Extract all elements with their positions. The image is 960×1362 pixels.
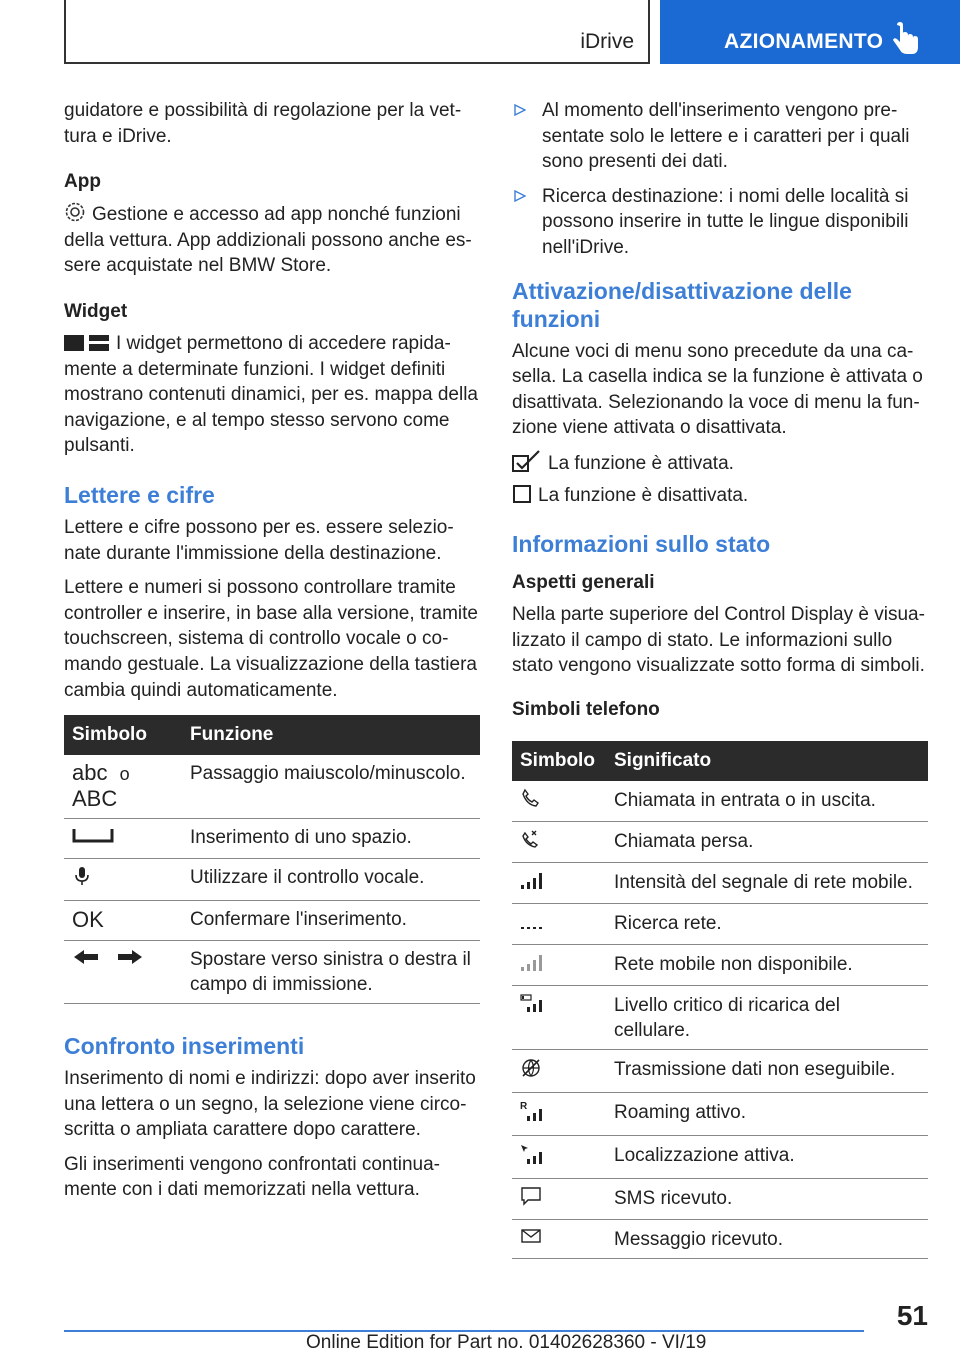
function-cell: Passaggio maiuscolo/minuscolo.	[182, 755, 480, 819]
widget-title: Widget	[64, 300, 128, 322]
table-row	[512, 985, 928, 1049]
symbol-cell	[64, 941, 182, 1004]
symbol-cell	[64, 819, 182, 859]
column-header: Simbolo	[64, 715, 182, 755]
table-row	[512, 1092, 928, 1135]
meaning-cell: SMS ricevuto.	[606, 1178, 928, 1219]
compare-paragraph-2: Gli inserimenti vengono confrontati continuamente con i dati memorizzati nella vettura.	[64, 1153, 440, 1201]
meaning-cell: Intensità del segnale di rete mobile.	[606, 862, 928, 903]
bullet-text: Ricerca destinazione: i nomi delle località si possono inserire in tutte le lingue disponibili nell'iDrive.	[542, 185, 909, 258]
app-title: App	[64, 171, 101, 193]
symbol-cell	[64, 755, 182, 819]
letters-paragraph-1: Lettere e cifre possono per es. essere selezionate durante l'immissione della destinazione.	[64, 516, 454, 564]
space-bar-icon	[72, 825, 114, 845]
letters-symbol-table	[64, 715, 480, 1004]
activation-heading: Attivazione/disattivazione delle funzioni	[512, 277, 852, 332]
symbol-cell	[512, 1092, 606, 1135]
table-header	[64, 715, 480, 755]
data-disabled-icon	[520, 1057, 542, 1079]
letters-paragraph-2: Lettere e numeri si possono controllare tramite controller e inserire, in base alla versione, tramite touchscreen, sistema di controllo vocale o comando gestuale. La visualizzazione della tastiera cambia quindi automaticamente.	[64, 577, 478, 701]
left-column	[64, 98, 480, 1212]
arrows-left-right-icon	[72, 947, 144, 967]
app-gear-icon	[64, 201, 86, 223]
widget-paragraph	[64, 331, 480, 459]
table-header	[512, 741, 928, 781]
table-row	[512, 862, 928, 903]
unchecked-line	[512, 483, 928, 508]
table-row	[512, 1049, 928, 1092]
table-row	[512, 1135, 928, 1178]
svg-text:R: R	[520, 1100, 528, 1112]
unchecked-text: La funzione è disattivata.	[538, 484, 749, 506]
status-heading: Informazioni sullo stato	[512, 530, 771, 557]
meaning-cell: Trasmissione dati non eseguibile.	[606, 1049, 928, 1092]
symbol-cell	[512, 1178, 606, 1219]
meaning-cell: Ricerca rete.	[606, 903, 928, 944]
symbol-cell	[512, 862, 606, 903]
column-header: Simbolo	[512, 741, 606, 781]
network-search-icon	[520, 911, 546, 931]
table-row	[64, 941, 480, 1004]
bullet-list	[512, 98, 928, 261]
roaming-icon	[520, 1100, 546, 1122]
function-cell: Confermare l'inserimento.	[182, 901, 480, 941]
no-network-icon	[520, 952, 546, 972]
symbol-cell	[512, 903, 606, 944]
symbol-uppercase: ABC	[72, 786, 118, 812]
symbol-cell	[512, 944, 606, 985]
meaning-cell: Messaggio ricevuto.	[606, 1219, 928, 1259]
meaning-cell: Chiamata persa.	[606, 821, 928, 862]
microphone-icon	[72, 865, 92, 887]
meaning-cell: Livello critico di ricarica del cellulare.	[606, 985, 928, 1049]
column-header: Significato	[606, 741, 928, 781]
function-cell: Spostare verso sinistra o destra il campo di immissione.	[182, 941, 480, 1004]
widget-text: I widget permettono di accedere rapidamente a determinate funzioni. I widget definiti mostrano contenuti dinamici, per es. mappa della navigazione, e al tempo stesso servono come pulsanti.	[64, 332, 479, 457]
compare-heading: Confronto inserimenti	[64, 1033, 305, 1060]
app-paragraph	[64, 201, 480, 279]
table-row	[512, 1178, 928, 1219]
symbol-cell	[512, 985, 606, 1049]
triangle-bullet-icon	[514, 190, 526, 202]
page-number: 51	[896, 1300, 928, 1331]
meaning-cell: Chiamata in entrata o in uscita.	[606, 781, 928, 822]
phone-symbols-title: Simboli telefono	[512, 698, 660, 720]
table-row	[512, 944, 928, 985]
header-section-tab	[64, 0, 650, 64]
battery-critical-icon	[520, 993, 546, 1013]
meaning-cell: Roaming attivo.	[606, 1092, 928, 1135]
table-row	[64, 859, 480, 901]
table-row	[512, 903, 928, 944]
message-icon	[520, 1227, 542, 1245]
location-active-icon	[520, 1143, 546, 1165]
phone-symbol-table	[512, 741, 928, 1260]
table-row	[64, 755, 480, 819]
column-header: Funzione	[182, 715, 480, 755]
hand-pointer-icon	[892, 22, 920, 56]
general-paragraph: Nella parte superiore del Control Display è visualizzato il campo di stato. Le informazioni sullo stato vengono visualizzate sotto forma di simboli.	[512, 603, 925, 677]
phone-call-icon	[520, 788, 542, 808]
table-row	[64, 819, 480, 859]
bullet-text: Al momento dell'inserimento vengono presentate solo le lettere e i caratteri per i quali sono presenti dei dati.	[542, 100, 910, 173]
symbol-lowercase: abc	[72, 760, 108, 786]
section-title: iDrive	[580, 30, 634, 53]
table-row	[512, 781, 928, 822]
checkbox-unchecked-icon	[512, 484, 532, 504]
intro-text: guidatore e possibilità di regolazione per la vettura e iDrive.	[64, 100, 462, 147]
right-column	[512, 98, 928, 1259]
function-cell: Utilizzare il controllo vocale.	[182, 859, 480, 901]
header-chapter-tab	[660, 0, 960, 64]
list-item	[512, 98, 928, 175]
symbol-cell	[64, 901, 182, 941]
widget-tiles-icon	[64, 334, 110, 352]
meaning-cell: Localizzazione attiva.	[606, 1135, 928, 1178]
ok-symbol: OK	[72, 907, 104, 933]
compare-paragraph-1: Inserimento di nomi e indirizzi: dopo aver inserito una lettera o un segno, la selezione viene circoscritta o ampliata carattere dopo carattere.	[64, 1068, 476, 1141]
footer-edition: Online Edition for Part no. 01402628360 - VI/19	[306, 1332, 707, 1353]
checked-line	[512, 450, 928, 476]
symbol-cell	[512, 821, 606, 862]
general-title: Aspetti generali	[512, 571, 655, 593]
sms-icon	[520, 1186, 542, 1206]
symbol-cell	[512, 1219, 606, 1259]
checkbox-checked-icon	[512, 450, 542, 472]
function-cell: Inserimento di uno spazio.	[182, 819, 480, 859]
app-text: Gestione e accesso ad app nonché funzioni della vettura. App addizionali possono anche essere acquistate nel BMW Store.	[64, 204, 472, 277]
symbol-cell	[64, 859, 182, 901]
meaning-cell: Rete mobile non disponibile.	[606, 944, 928, 985]
checked-text: La funzione è attivata.	[548, 452, 734, 474]
symbol-cell	[512, 781, 606, 822]
symbol-cell	[512, 1135, 606, 1178]
signal-strength-icon	[520, 870, 546, 890]
chapter-title: AZIONAMENTO	[724, 30, 884, 53]
table-row	[512, 1219, 928, 1259]
symbol-cell	[512, 1049, 606, 1092]
triangle-bullet-icon	[514, 104, 526, 116]
letters-heading: Lettere e cifre	[64, 481, 215, 508]
symbol-or: o	[119, 764, 130, 785]
activation-paragraph: Alcune voci di menu sono precedute da una casella. La casella indica se la funzione è attivata o disattivata. Selezionando la voce di menu la funzione viene attivata o disattivata.	[512, 340, 923, 439]
table-row	[512, 821, 928, 862]
missed-call-icon	[520, 829, 542, 849]
list-item	[512, 184, 928, 261]
table-row	[64, 901, 480, 941]
